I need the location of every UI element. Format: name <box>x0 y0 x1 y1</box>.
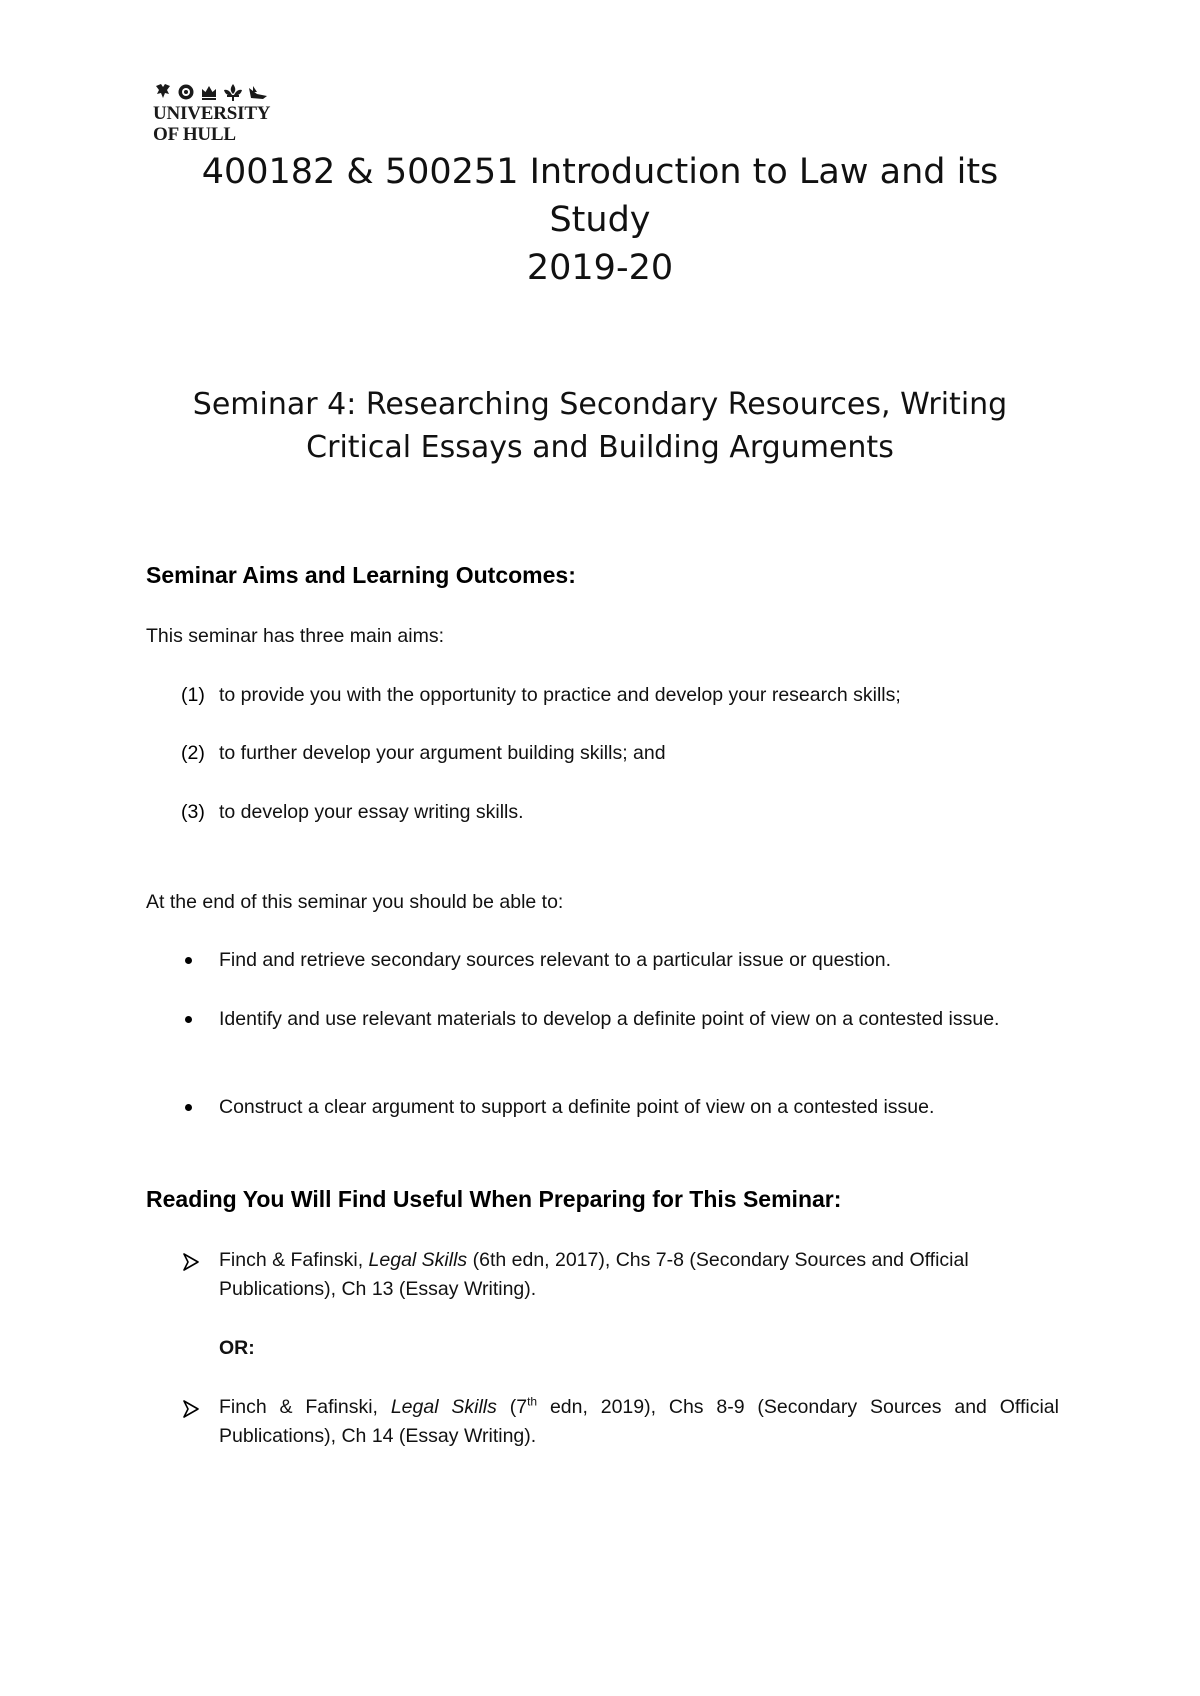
course-title-line2: Study <box>549 200 651 240</box>
outcomes-intro: At the end of this seminar you should be able to: <box>146 891 564 913</box>
reading-or-label: OR: <box>219 1337 255 1359</box>
ship-icon <box>247 82 269 102</box>
reading-item <box>219 1393 1059 1451</box>
bullet-icon <box>185 957 192 964</box>
arrow-bullet-icon <box>183 1253 199 1271</box>
bullet-icon <box>185 1016 192 1023</box>
reading-edition-superscript: th <box>527 1394 538 1409</box>
outcome-item: Construct a clear argument to support a definite point of view on a contested issue. <box>219 1096 935 1118</box>
crown-icon <box>199 82 219 102</box>
bullet-icon <box>185 1104 192 1111</box>
aims-heading: Seminar Aims and Learning Outcomes: <box>146 562 576 588</box>
aim-text: to develop your essay writing skills. <box>219 801 524 823</box>
reading-details: (6th edn, 2017), Chs 7-8 (Secondary Sources and Official Publications), Ch 13 (Essay Writing). <box>219 1249 969 1300</box>
seminar-title-line1: Seminar 4: Researching Secondary Resources, Writing <box>192 387 1008 422</box>
reading-edition-prefix: (7 <box>496 1396 528 1418</box>
aim-number: (1) <box>181 684 205 706</box>
aims-intro: This seminar has three main aims: <box>146 625 445 647</box>
reading-item <box>219 1246 1059 1304</box>
crest-icons <box>153 82 313 102</box>
arrow-bullet-icon <box>183 1400 199 1418</box>
seminar-title <box>0 383 1200 469</box>
rose-icon <box>176 82 196 102</box>
course-title <box>0 148 1200 292</box>
aim-text: to further develop your argument building skills; and <box>219 742 666 764</box>
aim-number: (3) <box>181 801 205 823</box>
reading-heading: Reading You Will Find Useful When Preparing for This Seminar: <box>146 1186 842 1212</box>
logo-text-of-hull: OF HULL <box>153 124 236 145</box>
aim-number: (2) <box>181 742 205 764</box>
university-logo <box>153 82 313 144</box>
reading-book-title: Legal Skills <box>390 1396 497 1418</box>
reading-details: edn, 2019), Chs 8-9 (Secondary Sources and Official Publications), Ch 14 (Essay Writing). <box>219 1396 1059 1447</box>
reading-author: Finch & Fafinski, <box>219 1396 391 1418</box>
course-title-year: 2019-20 <box>526 248 674 288</box>
reading-book-title: Legal Skills <box>368 1249 468 1271</box>
course-title-line1: 400182 & 500251 Introduction to Law and its <box>201 152 999 192</box>
lion-icon <box>153 82 173 102</box>
fleur-de-lis-icon <box>222 82 244 102</box>
reading-author: Finch & Fafinski, <box>219 1249 369 1271</box>
aim-text: to provide you with the opportunity to practice and develop your research skills; <box>219 684 901 706</box>
logo-text-university: UNIVERSITY <box>153 103 271 124</box>
outcome-item: Identify and use relevant materials to develop a definite point of view on a contested issue. <box>219 1008 1000 1030</box>
seminar-title-line2: Critical Essays and Building Arguments <box>306 430 894 465</box>
outcome-item: Find and retrieve secondary sources relevant to a particular issue or question. <box>219 949 892 971</box>
